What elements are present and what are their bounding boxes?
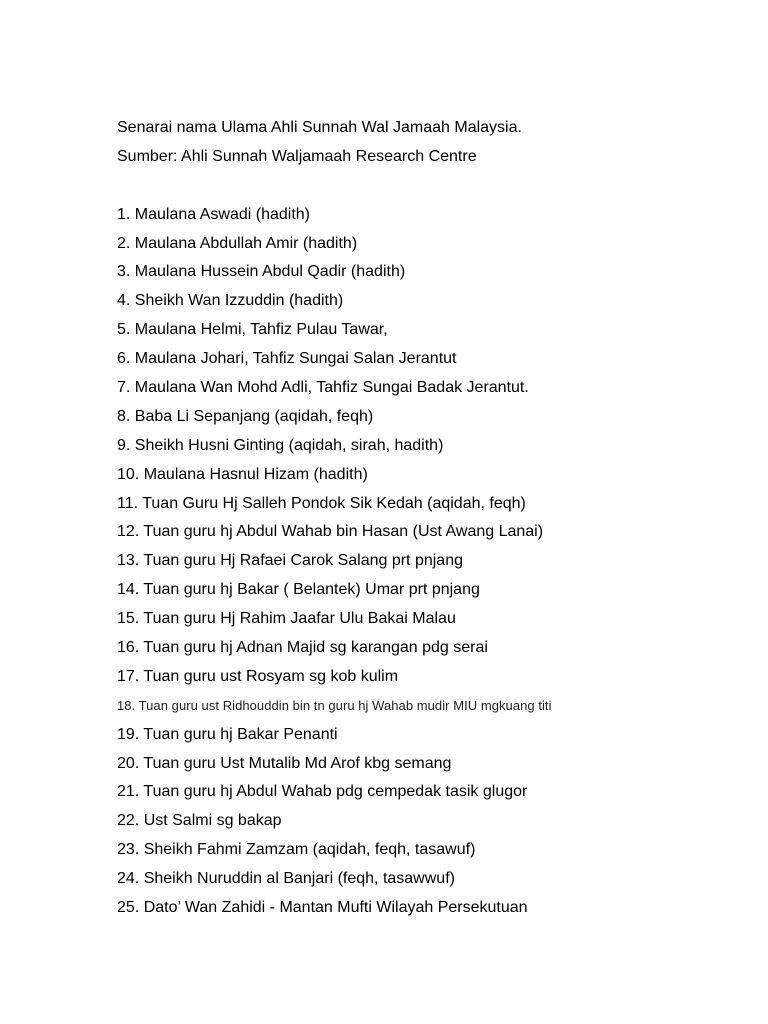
list-item: 25. Dato’ Wan Zahidi - Mantan Mufti Wilayah Persekutuan	[117, 899, 528, 917]
list-item: 15. Tuan guru Hj Rahim Jaafar Ulu Bakai Malau	[117, 610, 456, 628]
list-item: 9. Sheikh Husni Ginting (aqidah, sirah, hadith)	[117, 436, 444, 454]
list-item-small: 18. Tuan guru ust Ridhouddin bin tn guru hj Wahab mudir MIU mgkuang titi	[117, 697, 552, 713]
list-item: 8. Baba Li Sepanjang (aqidah, feqh)	[117, 407, 374, 425]
list-item: 12. Tuan guru hj Abdul Wahab bin Hasan (Ust Awang Lanai)	[117, 523, 544, 541]
list-item: 23. Sheikh Fahmi Zamzam (aqidah, feqh, tasawuf)	[117, 841, 476, 859]
blank-line	[117, 172, 757, 201]
list-item: 3. Maulana Hussein Abdul Qadir (hadith)	[117, 263, 406, 281]
list-item: 5. Maulana Helmi, Tahfiz Pulau Tawar,	[117, 321, 388, 339]
ulama-list	[117, 201, 757, 923]
list-item: 16. Tuan guru hj Adnan Majid sg karangan pdg serai	[117, 639, 488, 657]
list-item: 20. Tuan guru Ust Mutalib Md Arof kbg semang	[117, 754, 452, 772]
list-item: 1. Maulana Aswadi (hadith)	[117, 205, 310, 223]
list-item: 2. Maulana Abdullah Amir (hadith)	[117, 234, 358, 252]
list-item: 4. Sheikh Wan Izzuddin (hadith)	[117, 292, 344, 310]
list-item: 24. Sheikh Nuruddin al Banjari (feqh, tasawwuf)	[117, 870, 455, 888]
list-item: 21. Tuan guru hj Abdul Wahab pdg cempedak tasik glugor	[117, 783, 528, 801]
list-item: 7. Maulana Wan Mohd Adli, Tahfiz Sungai Badak Jerantut.	[117, 379, 529, 397]
list-item: 22. Ust Salmi sg bakap	[117, 812, 282, 830]
list-item: 6. Maulana Johari, Tahfiz Sungai Salan Jerantut	[117, 350, 457, 368]
list-item: 10. Maulana Hasnul Hizam (hadith)	[117, 465, 368, 483]
document-source: Sumber: Ahli Sunnah Waljamaah Research Centre	[117, 147, 477, 165]
list-item: 17. Tuan guru ust Rosyam sg kob kulim	[117, 667, 399, 685]
document-body	[117, 114, 757, 923]
document-heading: Senarai nama Ulama Ahli Sunnah Wal Jamaah Malaysia.	[117, 119, 522, 136]
list-item: 19. Tuan guru hj Bakar Penanti	[117, 725, 338, 743]
list-item: 11. Tuan Guru Hj Salleh Pondok Sik Kedah (aqidah, feqh)	[117, 494, 526, 512]
list-item: 14. Tuan guru hj Bakar ( Belantek) Umar prt pnjang	[117, 581, 480, 599]
list-item: 13. Tuan guru Hj Rafaei Carok Salang prt pnjang	[117, 552, 463, 570]
